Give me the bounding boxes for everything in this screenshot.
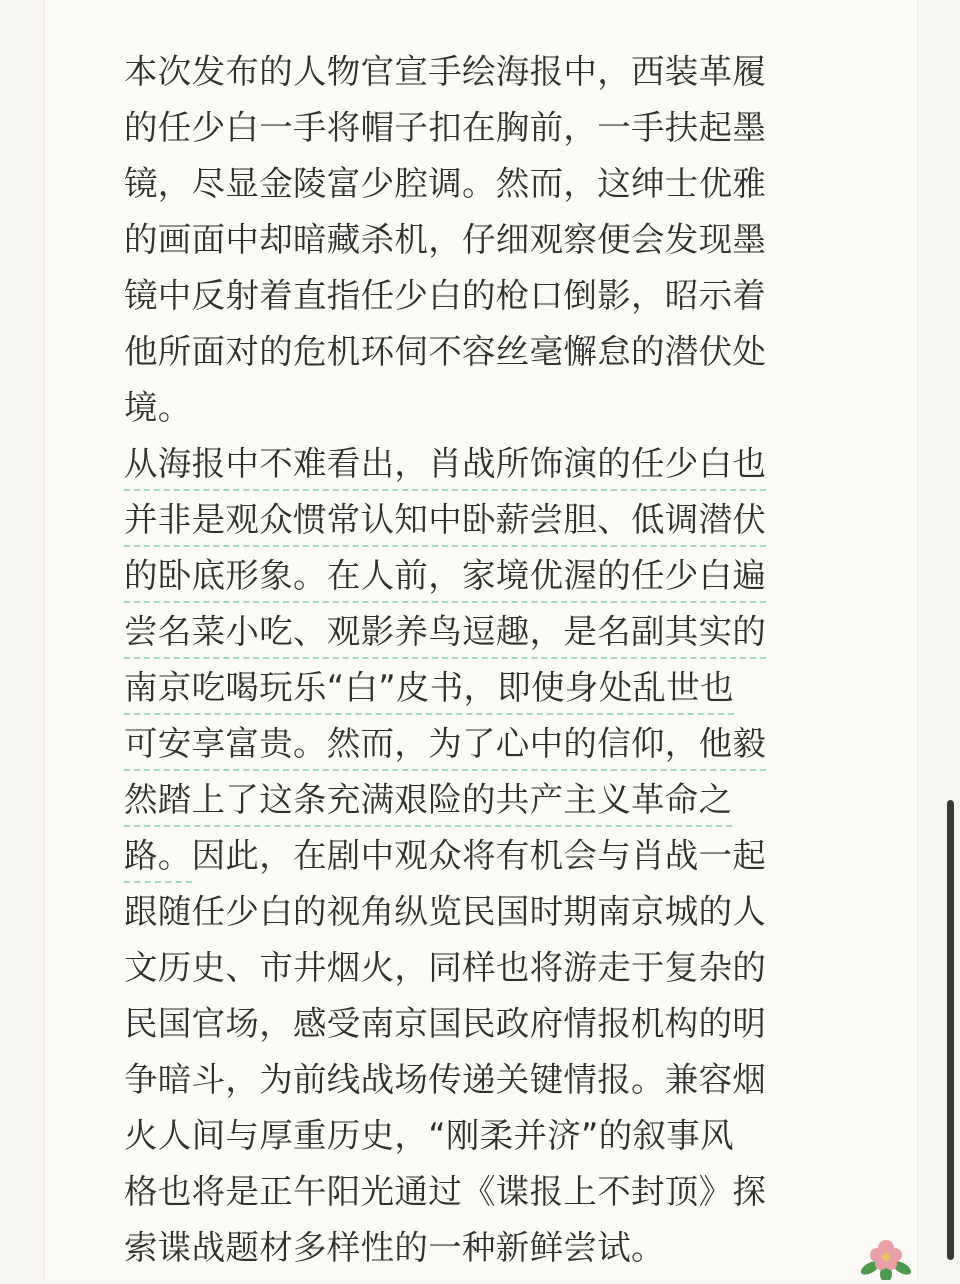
highlighted-line (124, 772, 830, 828)
highlighted-text: 南京吃喝玩乐“白”皮书，即使身处乱世也 (124, 663, 734, 715)
text-line: 本次发布的人物官宣手绘海报中，西装革履 (124, 52, 767, 91)
mixed-line (124, 828, 830, 884)
text-line: 镜中反射着直指任少白的枪口倒影，昭示着 (124, 276, 767, 315)
flower-icon (856, 1228, 916, 1280)
highlighted-text: 尝名菜小吃、观影养鸟逗趣，是名副其实的 (124, 607, 766, 659)
text-line: 的画面中却暗藏杀机，仔细观察便会发现墨 (124, 220, 767, 259)
scrollbar[interactable] (947, 800, 954, 1260)
text-line: 他所面对的危机环伺不容丝毫懈怠的潜伏处 (124, 332, 767, 371)
highlighted-text: 可安享富贵。然而，为了心中的信仰，他毅 (124, 719, 766, 771)
article-body (124, 44, 830, 1276)
text-line: 跟随任少白的视角纵览民国时期南京城的人 (124, 892, 767, 931)
text-line: 民国官场，感受南京国民政府情报机构的明 (124, 1004, 767, 1043)
highlighted-text: 的卧底形象。在人前，家境优渥的任少白遍 (124, 551, 766, 603)
highlighted-line (124, 436, 830, 492)
text-line: 镜，尽显金陵富少腔调。然而，这绅士优雅 (124, 164, 767, 203)
paragraph-3 (124, 884, 830, 1276)
highlighted-line (124, 492, 830, 548)
text-fragment: 因此，在剧中观众将有机会与肖战一起 (191, 836, 767, 875)
highlighted-line (124, 548, 830, 604)
highlighted-text: 从海报中不难看出，肖战所饰演的任少白也 (124, 439, 766, 491)
highlighted-line (124, 716, 830, 772)
highlighted-line (124, 660, 830, 716)
highlighted-line (124, 604, 830, 660)
text-line: 争暗斗，为前线战场传递关键情报。兼容烟 (124, 1060, 767, 1099)
text-line: 境。 (124, 388, 192, 427)
highlighted-text: 并非是观众惯常认知中卧薪尝胆、低调潜伏 (124, 495, 766, 547)
text-line: 火人间与厚重历史，“刚柔并济”的叙事风 (124, 1116, 734, 1155)
text-line: 索谍战题材多样性的一种新鲜尝试。 (124, 1228, 665, 1267)
text-line: 格也将是正午阳光通过《谍报上不封顶》探 (124, 1172, 767, 1211)
paragraph-1 (124, 44, 830, 436)
highlighted-text: 然踏上了这条充满艰险的共产主义革命之 (124, 775, 732, 827)
paragraph-2 (124, 436, 830, 884)
highlighted-text: 路。 (124, 831, 192, 883)
text-line: 文历史、市井烟火，同样也将游走于复杂的 (124, 948, 767, 987)
text-line: 的任少白一手将帽子扣在胸前，一手扶起墨 (124, 108, 767, 147)
